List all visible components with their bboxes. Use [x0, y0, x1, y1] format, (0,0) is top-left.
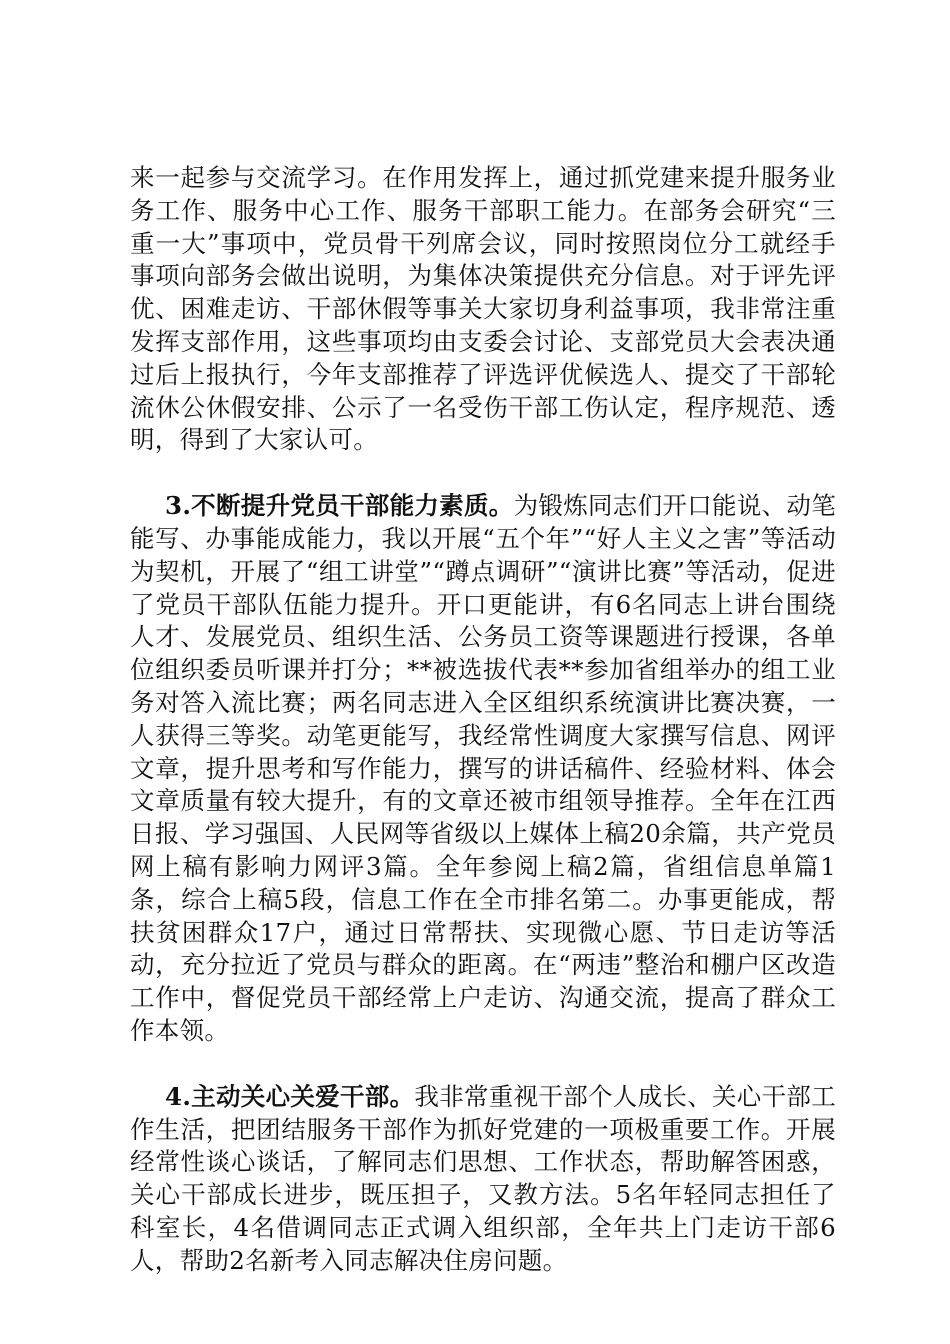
paragraph-continuation	[130, 162, 836, 457]
paragraph-capability	[130, 490, 836, 1048]
paragraph-body: 来一起参与交流学习。在作用发挥上，通过抓党建来提升服务业务工作、服务中心工作、服务干部职工能力。在部务会研究“三重一大”事项中，党员骨干列席会议，同时按照岗位分工就经手事项向部务会做出说明，为集体决策提供充分信息。对于评先评优、困难走访、干部休假等事关大家切身利益事项，我非常注重发挥支部作用，这些事项均由支委会讨论、支部党员大会表决通过后上报执行，今年支部推荐了评选评优候选人、提交了干部轮流休公休假安排、公示了一名受伤干部工伤认定，程序规范、透明，得到了大家认可。	[130, 163, 837, 455]
paragraph-gap	[130, 1048, 836, 1081]
paragraph-body: 为锻炼同志们开口能说、动笔能写、办事能成能力，我以开展“五个年”“好人主义之害”等活动为契机，开展了“组工讲堂”“蹲点调研”“演讲比赛”等活动，促进了党员干部队伍能力提升。开口更能讲，有6名同志上讲台围绕人才、发展党员、组织生活、公务员工资等课题进行授课，各单位组织委员听课并打分；**被选拔代表**参加省组举办的组工业务对答入流比赛；两名同志进入全区组织系统演讲比赛决赛，一人获得三等奖。动笔更能写，我经常性调度大家撰写信息、网评文章，提升思考和写作能力，撰写的讲话稿件、经验材料、体会文章质量有较大提升，有的文章还被市组领导推荐。全年在江西日报、学习强国、人民网等省级以上媒体上稿20余篇，共产党员网上稿有影响力网评3篇。全年参阅上稿2篇，省组信息单篇1条，综合上稿5段，信息工作在全市排名第二。办事更能成，帮扶贫困群众17户，通过日常帮扶、实现微心愿、节日走访等活动，充分拉近了党员与群众的距离。在“两违”整治和棚户区改造工作中，督促党员干部经常上户走访、沟通交流，提高了群众工作本领。	[130, 491, 836, 1045]
paragraph-heading: 4.主动关心关爱干部。	[165, 1081, 415, 1111]
paragraph-gap	[130, 457, 836, 490]
paragraph-body: 我非常重视干部个人成长、关心干部工作生活，把团结服务干部作为抓好党建的一项极重要工作。开展经常性谈心谈话，了解同志们思想、工作状态，帮助解答困惑，关心干部成长进步，既压担子，又教方法。5名年轻同志担任了科室长，4名借调同志正式调入组织部，全年共上门走访干部6人，帮助2名新考入同志解决住房问题。	[130, 1081, 836, 1275]
document-page	[130, 162, 836, 1278]
paragraph-care	[130, 1081, 836, 1278]
paragraph-heading: 3.不断提升党员干部能力素质。	[165, 491, 514, 521]
